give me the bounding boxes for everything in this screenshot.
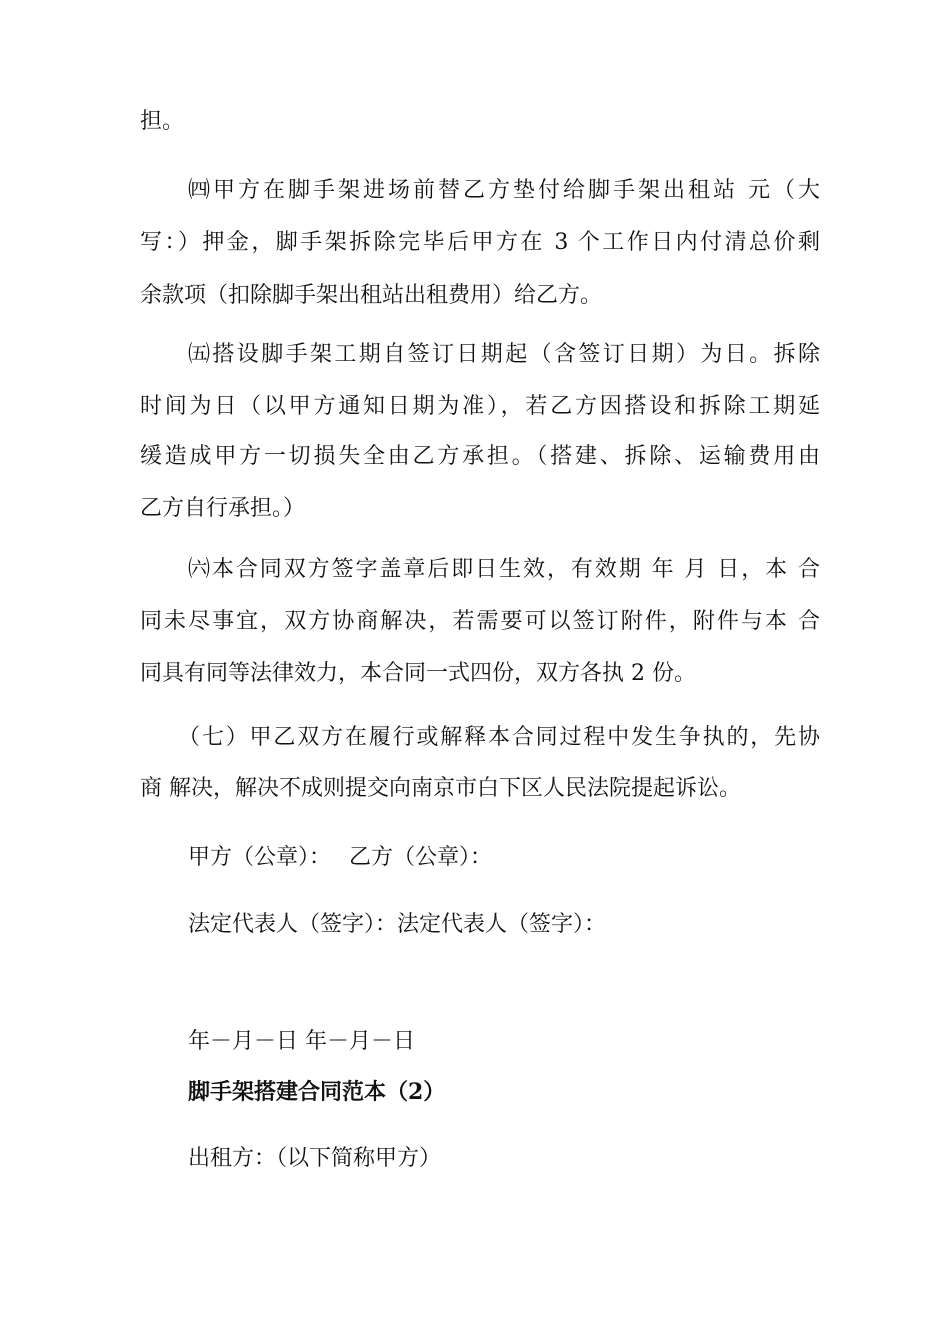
paragraph-6-line-1: ㈥本合同双方签字盖章后即日生效，有效期 年 月 日，本 合 [188,557,820,582]
paragraph-5-line-3: 缓造成甲方一切损失全由乙方承担。（搭建、拆除、运输费用由 [140,444,820,469]
paragraph-6-line-2: 同未尽事宜，双方协商解决，若需要可以签订附件，附件与本 合 [140,609,820,634]
signature-date-line: 年－月－日 年－月－日 [188,1029,415,1054]
signature-representative-line: 法定代表人（签字）：法定代表人（签字）： [188,912,607,937]
paragraph-7-line-2: 商 解决，解决不成则提交向南京市白下区人民法院提起诉讼。 [140,776,741,801]
paragraph-4-line-2: 写：）押金，脚手架拆除完毕后甲方在 3 个工作日内付清总价剩 [140,230,820,255]
paragraph-4-line-3: 余款项（扣除脚手架出租站出租费用）给乙方。 [140,283,603,308]
signature-party-line: 甲方（公章）： 乙方（公章）： [188,845,492,870]
paragraph-5-line-2: 时间为日（以甲方通知日期为准），若乙方因搭设和拆除工期延 [140,394,820,419]
text-line: 担。 [140,109,185,134]
paragraph-6-line-3: 同具有同等法律效力，本合同一式四份，双方各执 2 份。 [140,661,696,686]
paragraph-5-line-1: ㈤搭设脚手架工期自签订日期起（含签订日期）为日。拆除 [188,342,820,367]
paragraph-4-line-1: ㈣甲方在脚手架进场前替乙方垫付给脚手架出租站 元（大 [188,178,820,203]
lessor-line: 出租方：（以下简称甲方） [188,1146,442,1171]
paragraph-7-line-1: （七）甲乙双方在履行或解释本合同过程中发生争执的，先协 [178,725,820,750]
section-heading: 脚手架搭建合同范本（2） [188,1079,446,1105]
paragraph-5-line-4: 乙方自行承担。） [140,496,306,521]
